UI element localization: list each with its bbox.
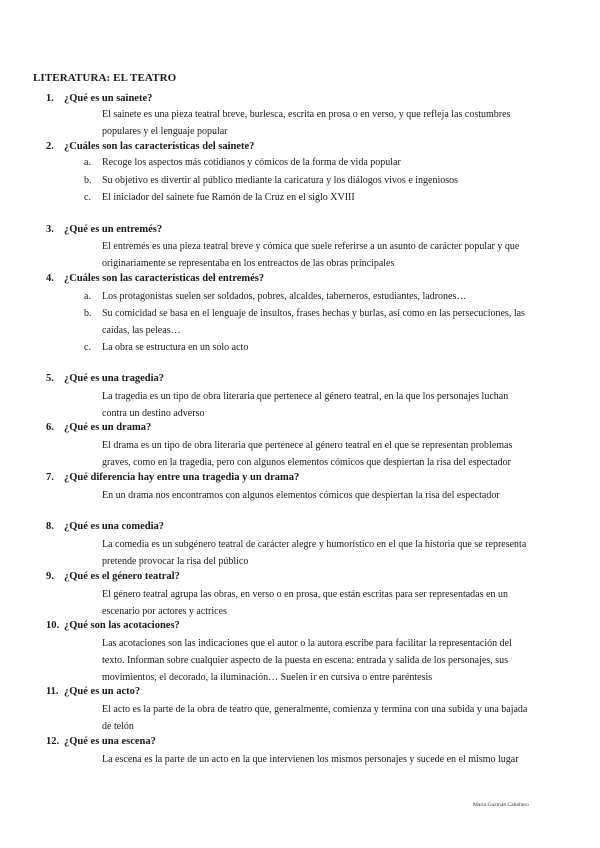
answer-6: El drama es un tipo de obra literaria que pertenece al género teatral en el que se representan problemas graves, como en la tragedia, pero con algunos elementos cómicos que despiertan la risa del espectador [102,440,513,468]
answer-1: El sainete es una pieza teatral breve, burlesca, escrita en prosa o en verso, y que refleja las costumbres populares y el lenguaje popular [102,109,511,137]
answer-10: Las acotaciones son las indicaciones que el autor o la autora escribe para facilitar la representación del texto. Informan sobre cualquier aspecto de la puesta en escena: entrada y salida de los personajes, sus movimientos, el decorado, la iluminación… Suelen ir en cursiva o entre paréntesis [102,638,512,683]
question-12: 12. ¿Qué es una escena? [46,736,156,747]
question-8: 8. ¿Qué es una comedia? [46,521,165,532]
list-item-2b: b. Su objetivo es divertir al público mediante la caricatura y los diálogos vivos e ingeniosos [84,175,459,186]
question-1: 1. ¿Qué es un sainete? [46,93,153,104]
question-7: 7. ¿Qué diferencia hay entre una tragedia y un drama? [46,472,300,483]
answer-9: El género teatral agrupa las obras, en verso o en prosa, que están escritas para ser representadas en un escenario por actores y actrices [102,589,508,617]
answer-7: En un drama nos encontramos con algunos elementos cómicos que despiertan la risa del espectador [102,490,500,501]
list-item-2c: c. El iniciador del sainete fue Ramón de la Cruz en el siglo XVIII [84,192,355,203]
question-9: 9. ¿Qué es el género teatral? [46,571,180,582]
list-item-4c: c. La obra se estructura en un solo acto [84,342,249,353]
answer-8: La comedia es un subgénero teatral de carácter alegre y humorístico en el que la historia que se representa pretende provocar la risa del público [102,539,527,567]
list-item-4a: a. Los protagonistas suelen ser soldados, pobres, alcaldes, taberneros, estudiantes, ladrones… [84,291,467,302]
list-item-2a: a. Recoge los aspectos más cotidianos y cómicos de la forma de vida popular [84,157,401,168]
answer-12: La escena es la parte de un acto en la que intervienen los mismos personajes y sucede en el mismo lugar [102,754,519,765]
question-6: 6. ¿Qué es un drama? [46,422,152,433]
question-3: 3. ¿Qué es un entremés? [46,224,163,235]
question-2: 2. ¿Cuáles son las características del sainete? [46,141,255,152]
question-11: 11. ¿Qué es un acto? [46,686,141,697]
question-10: 10. ¿Qué son las acotaciones? [46,620,180,631]
answer-3: El entremés es una pieza teatral breve y cómica que suele referirse a un asunto de carácter popular y que originariamente se representaba en los entreactos de las obras principales [102,241,520,269]
list-item-4b: b. Su comicidad se basa en el lenguaje de insultos, frases hechas y burlas, así como en las persecuciones, las caídas, las peleas… [84,308,525,336]
document-title: LITERATURA: EL TEATRO [33,72,177,84]
answer-5: La tragedia es un tipo de obra literaria que pertenece al género teatral, en la que los personajes luchan contra un destino adverso [102,391,509,419]
footer-author: María Guzmán Caballero [473,802,529,808]
question-4: 4. ¿Cuáles son las características del entremés? [46,273,265,284]
answer-11: El acto es la parte de la obra de teatro que, generalmente, comienza y termina con una subida y una bajada de telón [102,704,528,732]
question-5: 5. ¿Qué es una tragedia? [46,373,165,384]
